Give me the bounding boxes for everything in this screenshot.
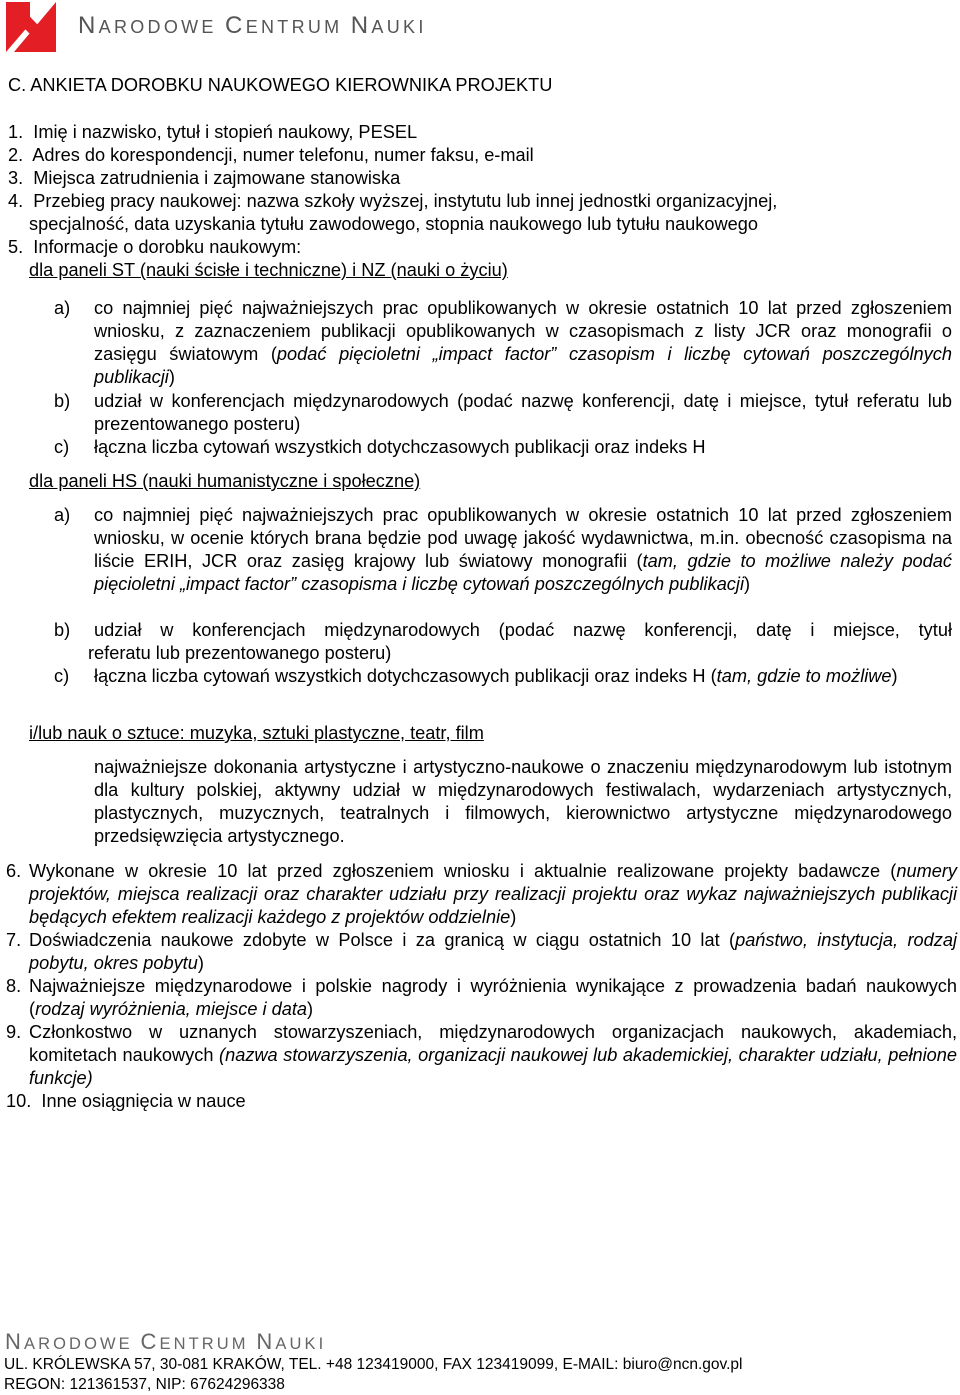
footer-address: UL. KRÓLEWSKA 57, 30-081 KRAKÓW, TEL. +48 123419000, FAX 123419099, E-MAIL: biuro@ncn.gov.pl — [4, 1356, 743, 1373]
arts-text: najważniejsze dokonania artystyczne i artystyczno-naukowe o znaczeniu międzynarodowym lub istotnym dla kultury polskiej, aktywny udział w międzynarodowych festiwalach, wydarzeniach artystycznych, plastycznych, muzycznych, teatralnych i filmowych, kierownictwo artystyczne międzynarodowego przedsięwzięcia artystycznego. — [94, 757, 952, 846]
st-item-a: co najmniej pięć najważniejszych prac opublikowanych w okresie ostatnich 10 lat przed zgłoszeniem wniosku, z zaznaczeniem publikacji opublikowanych w czasopismach z listy JCR oraz monografii o zasięgu światowym (podać pięcioletni „impact factor” czasopism i liczbę cytowań poszczególnych publikacji) — [94, 298, 952, 387]
list-number: 9. — [6, 1022, 22, 1042]
list-letter: c) — [54, 437, 70, 457]
list-item: Doświadczenia naukowe zdobyte w Polsce i za granicą w ciągu ostatnich 10 lat (państwo, instytucja, rodzaj pobytu, okres pobytu) — [29, 930, 958, 973]
list-item-continuation: specjalność, data uzyskania tytułu zawodowego, stopnia naukowego lub tytułu naukowego — [29, 214, 758, 234]
list-number: 8. — [6, 976, 22, 996]
list-item: 1. Imię i nazwisko, tytuł i stopień naukowy, PESEL — [8, 122, 418, 142]
hs-item-b: udział w konferencjach międzynarodowych (podać nazwę konferencji, datę i miejsce, tytuł — [94, 620, 952, 640]
list-number: 7. — [6, 930, 22, 950]
arts-heading: i/lub nauk o sztuce: muzyka, sztuki plastyczne, teatr, film — [29, 723, 484, 743]
list-item: Członkostwo w uznanych stowarzyszeniach, międzynarodowych organizacjach naukowych, akademiach, komitetach naukowych (nazwa stowarzyszenia, organizacji naukowej lub akademickiej, charakter udziału, pełnione funkcje) — [29, 1022, 957, 1088]
list-letter: a) — [54, 298, 71, 318]
list-letter: b) — [54, 620, 71, 640]
st-heading: dla paneli ST (nauki ścisłe i techniczne) i NZ (nauki o życiu) — [29, 260, 508, 280]
footer-brand: NARODOWE CENTRUM NAUKI — [5, 1329, 327, 1354]
list-item: 3. Miejsca zatrudnienia i zajmowane stanowiska — [8, 168, 401, 188]
hs-item-c: łączna liczba cytowań wszystkich dotychczasowych publikacji oraz indeks H (tam, gdzie to możliwe) — [94, 666, 898, 686]
list-letter: b) — [54, 391, 71, 411]
list-letter: c) — [54, 666, 70, 686]
st-item-b: udział w konferencjach międzynarodowych (podać nazwę konferencji, datę i miejsce, tytuł referatu lub prezentowanego posteru) — [94, 391, 952, 434]
list-item: 2. Adres do korespondencji, numer telefonu, numer faksu, e-mail — [8, 145, 534, 165]
list-item: 5. Informacje o dorobku naukowym: — [8, 237, 302, 257]
hs-item-a: co najmniej pięć najważniejszych prac opublikowanych w okresie ostatnich 10 lat przed zgłoszeniem wniosku, w ocenie których brana będzie pod uwagę jakość wydawnictwa, m.in. obecność czasopisma na liście ERIH, JCR oraz zasięg krajowy lub światowy monografii (tam, gdzie to możliwe należy podać pięcioletni „impact factor” czasopisma i liczbę cytowań poszczególnych publikacji) — [94, 505, 952, 594]
list-item: Najważniejsze międzynarodowe i polskie nagrody i wyróżnienia wynikające z prowadzenia badań naukowych (rodzaj wyróżnienia, miejsce i data) — [29, 976, 957, 1019]
st-item-c: łączna liczba cytowań wszystkich dotychczasowych publikacji oraz indeks H — [94, 437, 706, 457]
section-title: C. ANKIETA DOROBKU NAUKOWEGO KIEROWNIKA PROJEKTU — [8, 75, 553, 95]
list-item: 10. Inne osiągnięcia w nauce — [6, 1091, 246, 1111]
list-letter: a) — [54, 505, 71, 525]
list-number: 6. — [6, 861, 22, 881]
list-item: 4. Przebieg pracy naukowej: nazwa szkoły wyższej, instytutu lub innej jednostki organizacyjnej, — [8, 191, 778, 211]
hs-item-b-continuation: referatu lub prezentowanego posteru) — [88, 643, 392, 663]
hs-heading: dla paneli HS (nauki humanistyczne i społeczne) — [29, 471, 421, 491]
footer-regon: REGON: 121361537, NIP: 67624296338 — [4, 1376, 285, 1393]
list-item: Wykonane w okresie 10 lat przed zgłoszeniem wniosku i aktualnie realizowane projekty badawcze (numery projektów, miejsca realizacji oraz charakter udziału przy realizacji projektu oraz wykaz najważniejszych publikacji będących efektem realizacji każdego z projektów oddzielnie) — [29, 861, 957, 927]
header-brand: NARODOWE CENTRUM NAUKI — [78, 12, 427, 39]
ncn-logo — [6, 2, 56, 52]
